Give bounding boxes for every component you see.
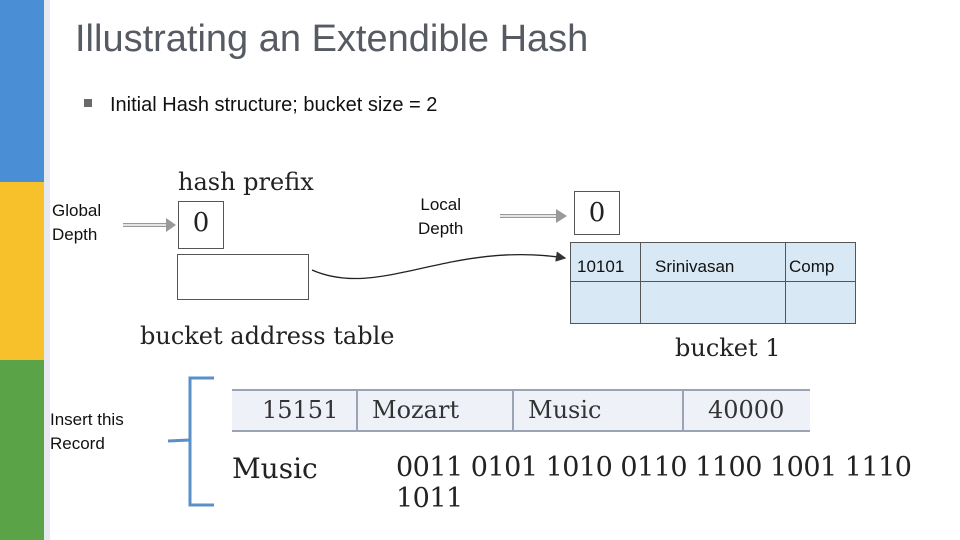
local-depth-value: 0 <box>588 198 606 228</box>
global-depth-label-line1: Global <box>52 201 102 220</box>
bucket-pointer-arrow-icon <box>312 255 565 279</box>
bucket-cell-name: Srinivasan <box>655 257 735 276</box>
record-name: Mozart <box>372 396 460 424</box>
slide-title: Illustrating an Extendible Hash <box>75 18 589 60</box>
global-depth-label-line2: Depth <box>52 225 98 244</box>
hash-key: Music <box>232 452 318 485</box>
hash-prefix-label: hash prefix <box>178 168 314 196</box>
local-depth-label-line2: Depth <box>418 219 464 238</box>
insert-label-line1: Insert this <box>50 410 124 429</box>
hash-value: 0011 0101 1010 0110 1100 1001 1110 1011 <box>396 452 912 514</box>
insert-label-line2: Record <box>50 434 105 453</box>
bucket-cell-id: 10101 <box>577 257 625 276</box>
bucket-address-table-label: bucket address table <box>140 322 395 350</box>
bucket-cell-dept: Comp <box>789 257 835 276</box>
local-depth-label-line1: Local <box>420 195 461 214</box>
record-dept: Music <box>528 396 602 424</box>
local-depth-arrow-icon <box>500 209 567 223</box>
record-id: 15151 <box>262 396 339 424</box>
bracket-icon <box>168 378 214 505</box>
record-salary: 40000 <box>708 396 785 424</box>
bullet-text: Initial Hash structure; bucket size = 2 <box>110 94 438 116</box>
bucket-label: bucket 1 <box>675 334 781 362</box>
global-depth-arrow-icon <box>123 218 176 232</box>
global-depth-value: 0 <box>192 208 210 238</box>
